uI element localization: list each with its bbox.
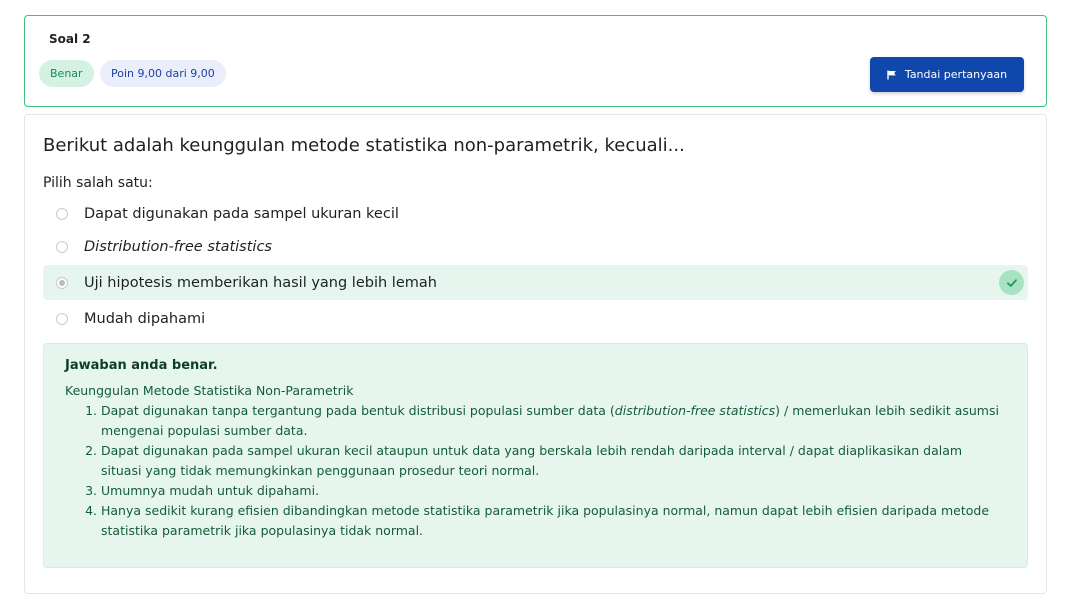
question-text: Berikut adalah keunggulan metode statistika non-parametrik, kecuali... <box>43 135 685 156</box>
feedback-subtitle: Keunggulan Metode Statistika Non-Parametrik <box>65 383 354 398</box>
answer-option-label: Uji hipotesis memberikan hasil yang lebih lemah <box>84 274 437 291</box>
check-icon <box>999 270 1024 295</box>
status-badge: Benar <box>39 60 94 87</box>
answer-option-b[interactable] <box>43 229 1028 264</box>
list-item: 3. Umumnya mudah untuk dipahami. <box>101 481 1006 501</box>
list-item: 4. Hanya sedikit kurang efisien dibandingkan metode statistika parametrik jika populasinya normal, namun dapat lebih efisien daripada metode statistika parametrik jika populasinya tidak normal. <box>101 501 1006 541</box>
feedback-heading: Jawaban anda benar. <box>65 358 218 373</box>
flag-icon <box>887 70 897 80</box>
radio-button[interactable] <box>56 241 68 253</box>
points-badge: Poin 9,00 dari 9,00 <box>100 60 226 87</box>
radio-button[interactable] <box>56 313 68 325</box>
radio-button-selected[interactable] <box>56 277 68 289</box>
feedback-panel <box>43 343 1028 568</box>
answer-option-label: Distribution-free statistics <box>84 238 272 255</box>
answer-prompt: Pilih salah satu: <box>43 175 153 191</box>
answer-option-a[interactable] <box>43 196 1028 231</box>
answer-option-label: Dapat digunakan pada sampel ukuran kecil <box>84 205 399 222</box>
list-item: 2. Dapat digunakan pada sampel ukuran kecil ataupun untuk data yang berskala lebih rendah daripada interval / dapat diaplikasikan dalam situasi yang tidak memungkinkan penggunaan prosedur teori normal. <box>101 441 1006 481</box>
answer-option-c[interactable] <box>43 265 1028 300</box>
flag-question-button[interactable] <box>870 57 1024 92</box>
answer-option-label: Mudah dipahami <box>84 310 206 327</box>
list-item: 1. Dapat digunakan tanpa tergantung pada bentuk distribusi populasi sumber data (distribution-free statistics) / memerlukan lebih sedikit asumsi mengenai populasi sumber data. <box>101 401 1006 441</box>
radio-button[interactable] <box>56 208 68 220</box>
question-number: Soal 2 <box>49 32 91 46</box>
answer-option-d[interactable] <box>43 301 1028 336</box>
flag-question-label: Tandai pertanyaan <box>904 68 1008 81</box>
question-content-card <box>24 114 1047 594</box>
question-info-card <box>24 15 1047 107</box>
feedback-list <box>65 401 1006 541</box>
